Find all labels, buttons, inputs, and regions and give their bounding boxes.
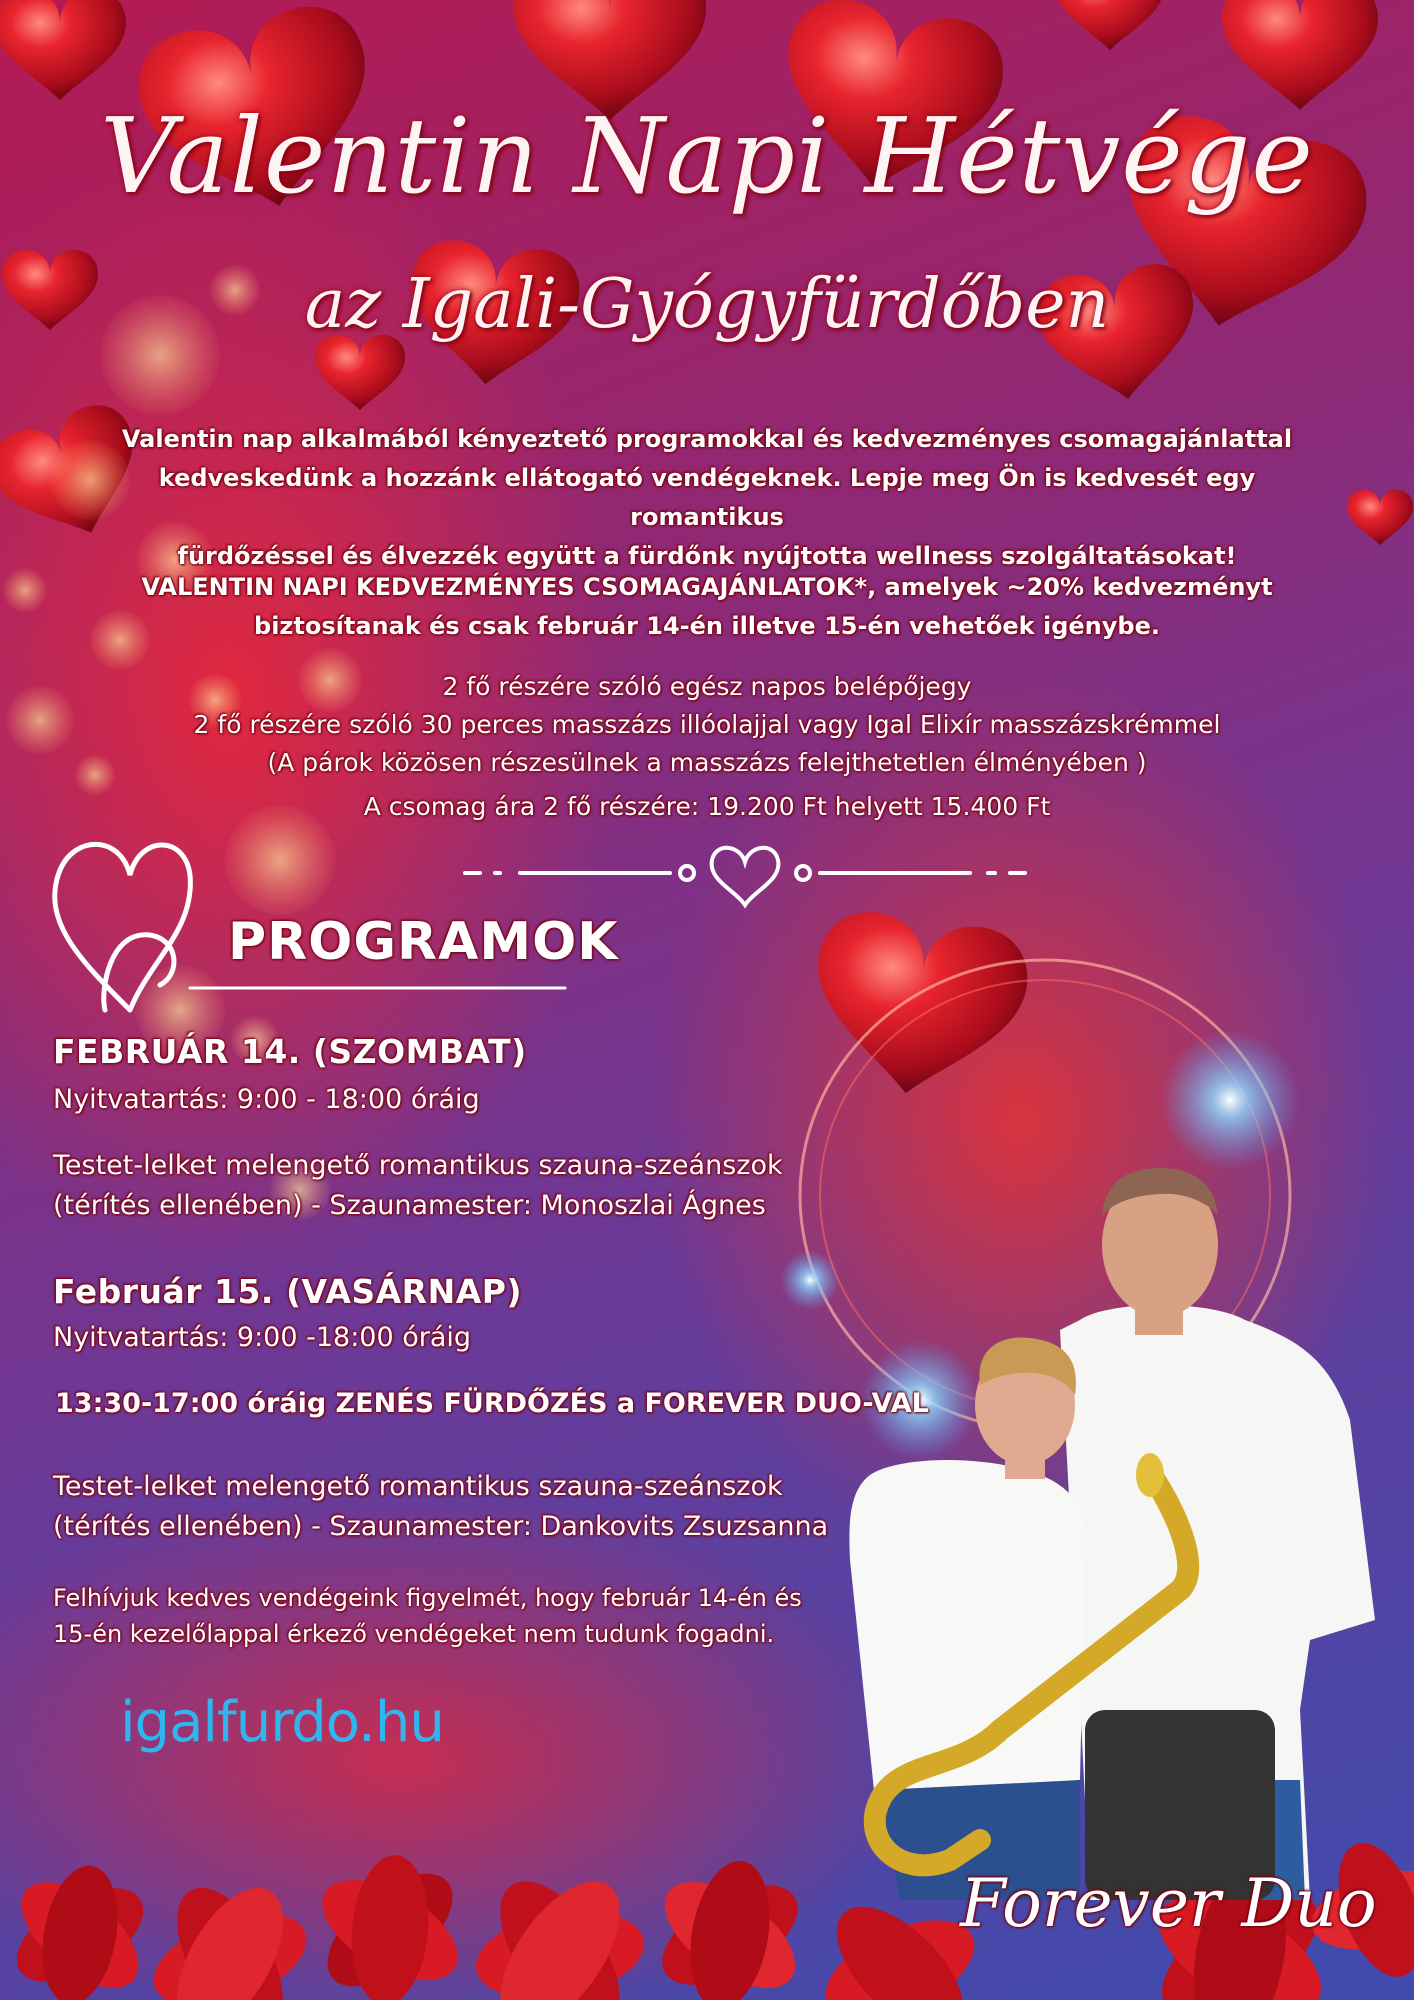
offer-item: 2 fő részére szóló egész napos belépőjegy bbox=[442, 672, 972, 701]
day2-hours: Nyitvatartás: 9:00 -18:00 óráig bbox=[53, 1322, 472, 1353]
offer-line: biztosítanak és csak február 14-én illetve 15-én vehetőek igénybe. bbox=[254, 612, 1160, 640]
offer-text bbox=[80, 568, 1334, 646]
day1-hours: Nyitvatartás: 9:00 - 18:00 óráig bbox=[53, 1084, 480, 1115]
divider-ornament bbox=[465, 848, 1025, 905]
day2-title: Február 15. (VASÁRNAP) bbox=[53, 1272, 523, 1311]
couple-photo bbox=[849, 1168, 1375, 1900]
notice-line: Felhívjuk kedves vendégeink figyelmét, hogy február 14-én és bbox=[53, 1584, 802, 1612]
day2-sauna-line: (térítés ellenében) - Szaunamester: Dankovits Zsuzsanna bbox=[53, 1511, 829, 1542]
offer-item: (A párok közösen részesülnek a masszázs felejthetetlen élményében ) bbox=[267, 748, 1147, 777]
notice-line: 15-én kezelőlappal érkező vendégeket nem tudunk fogadni. bbox=[53, 1620, 775, 1648]
main-title: Valentin Napi Hétvége bbox=[100, 95, 1314, 217]
day2-sauna-line: Testet-lelket melengető romantikus szauna-szeánszok bbox=[53, 1471, 783, 1502]
intro-line: Valentin nap alkalmából kényeztető programokkal és kedvezményes csomagajánlattal bbox=[121, 425, 1293, 453]
offer-item: 2 fő részére szóló 30 perces masszázs illóolajjal vagy Igal Elixír masszázskrémmel bbox=[193, 710, 1221, 739]
day1-title: FEBRUÁR 14. (SZOMBAT) bbox=[53, 1032, 527, 1071]
intro-text bbox=[80, 420, 1334, 576]
intro-line: kedveskedünk a hozzánk ellátogató vendégeknek. Lepje meg Ön is kedvesét egy romantikus bbox=[158, 464, 1256, 531]
duo-name: Forever Duo bbox=[960, 1865, 1377, 1942]
subtitle: az Igali-Gyógyfürdőben bbox=[304, 265, 1110, 344]
website-link[interactable]: igalfurdo.hu bbox=[120, 1690, 444, 1755]
intro-line: fürdőzéssel és élvezzék együtt a fürdőnk nyújtotta wellness szolgáltatásokat! bbox=[177, 542, 1237, 570]
offer-line: VALENTIN NAPI KEDVEZMÉNYES CSOMAGAJÁNLATOK*, amelyek ~20% kedvezményt bbox=[141, 573, 1273, 601]
price-line: A csomag ára 2 fő részére: 19.200 Ft helyett 15.400 Ft bbox=[363, 792, 1051, 821]
notice bbox=[53, 1580, 802, 1652]
day1-sauna-line: (térítés ellenében) - Szaunamester: Monoszlai Ágnes bbox=[53, 1190, 766, 1221]
day1-sauna-line: Testet-lelket melengető romantikus szauna-szeánszok bbox=[53, 1150, 783, 1181]
programs-heading: PROGRAMOK bbox=[228, 912, 619, 972]
day2-music: 13:30-17:00 óráig ZENÉS FÜRDŐZÉS a FOREVER DUO-VAL bbox=[55, 1388, 929, 1419]
offer-items bbox=[80, 668, 1334, 782]
